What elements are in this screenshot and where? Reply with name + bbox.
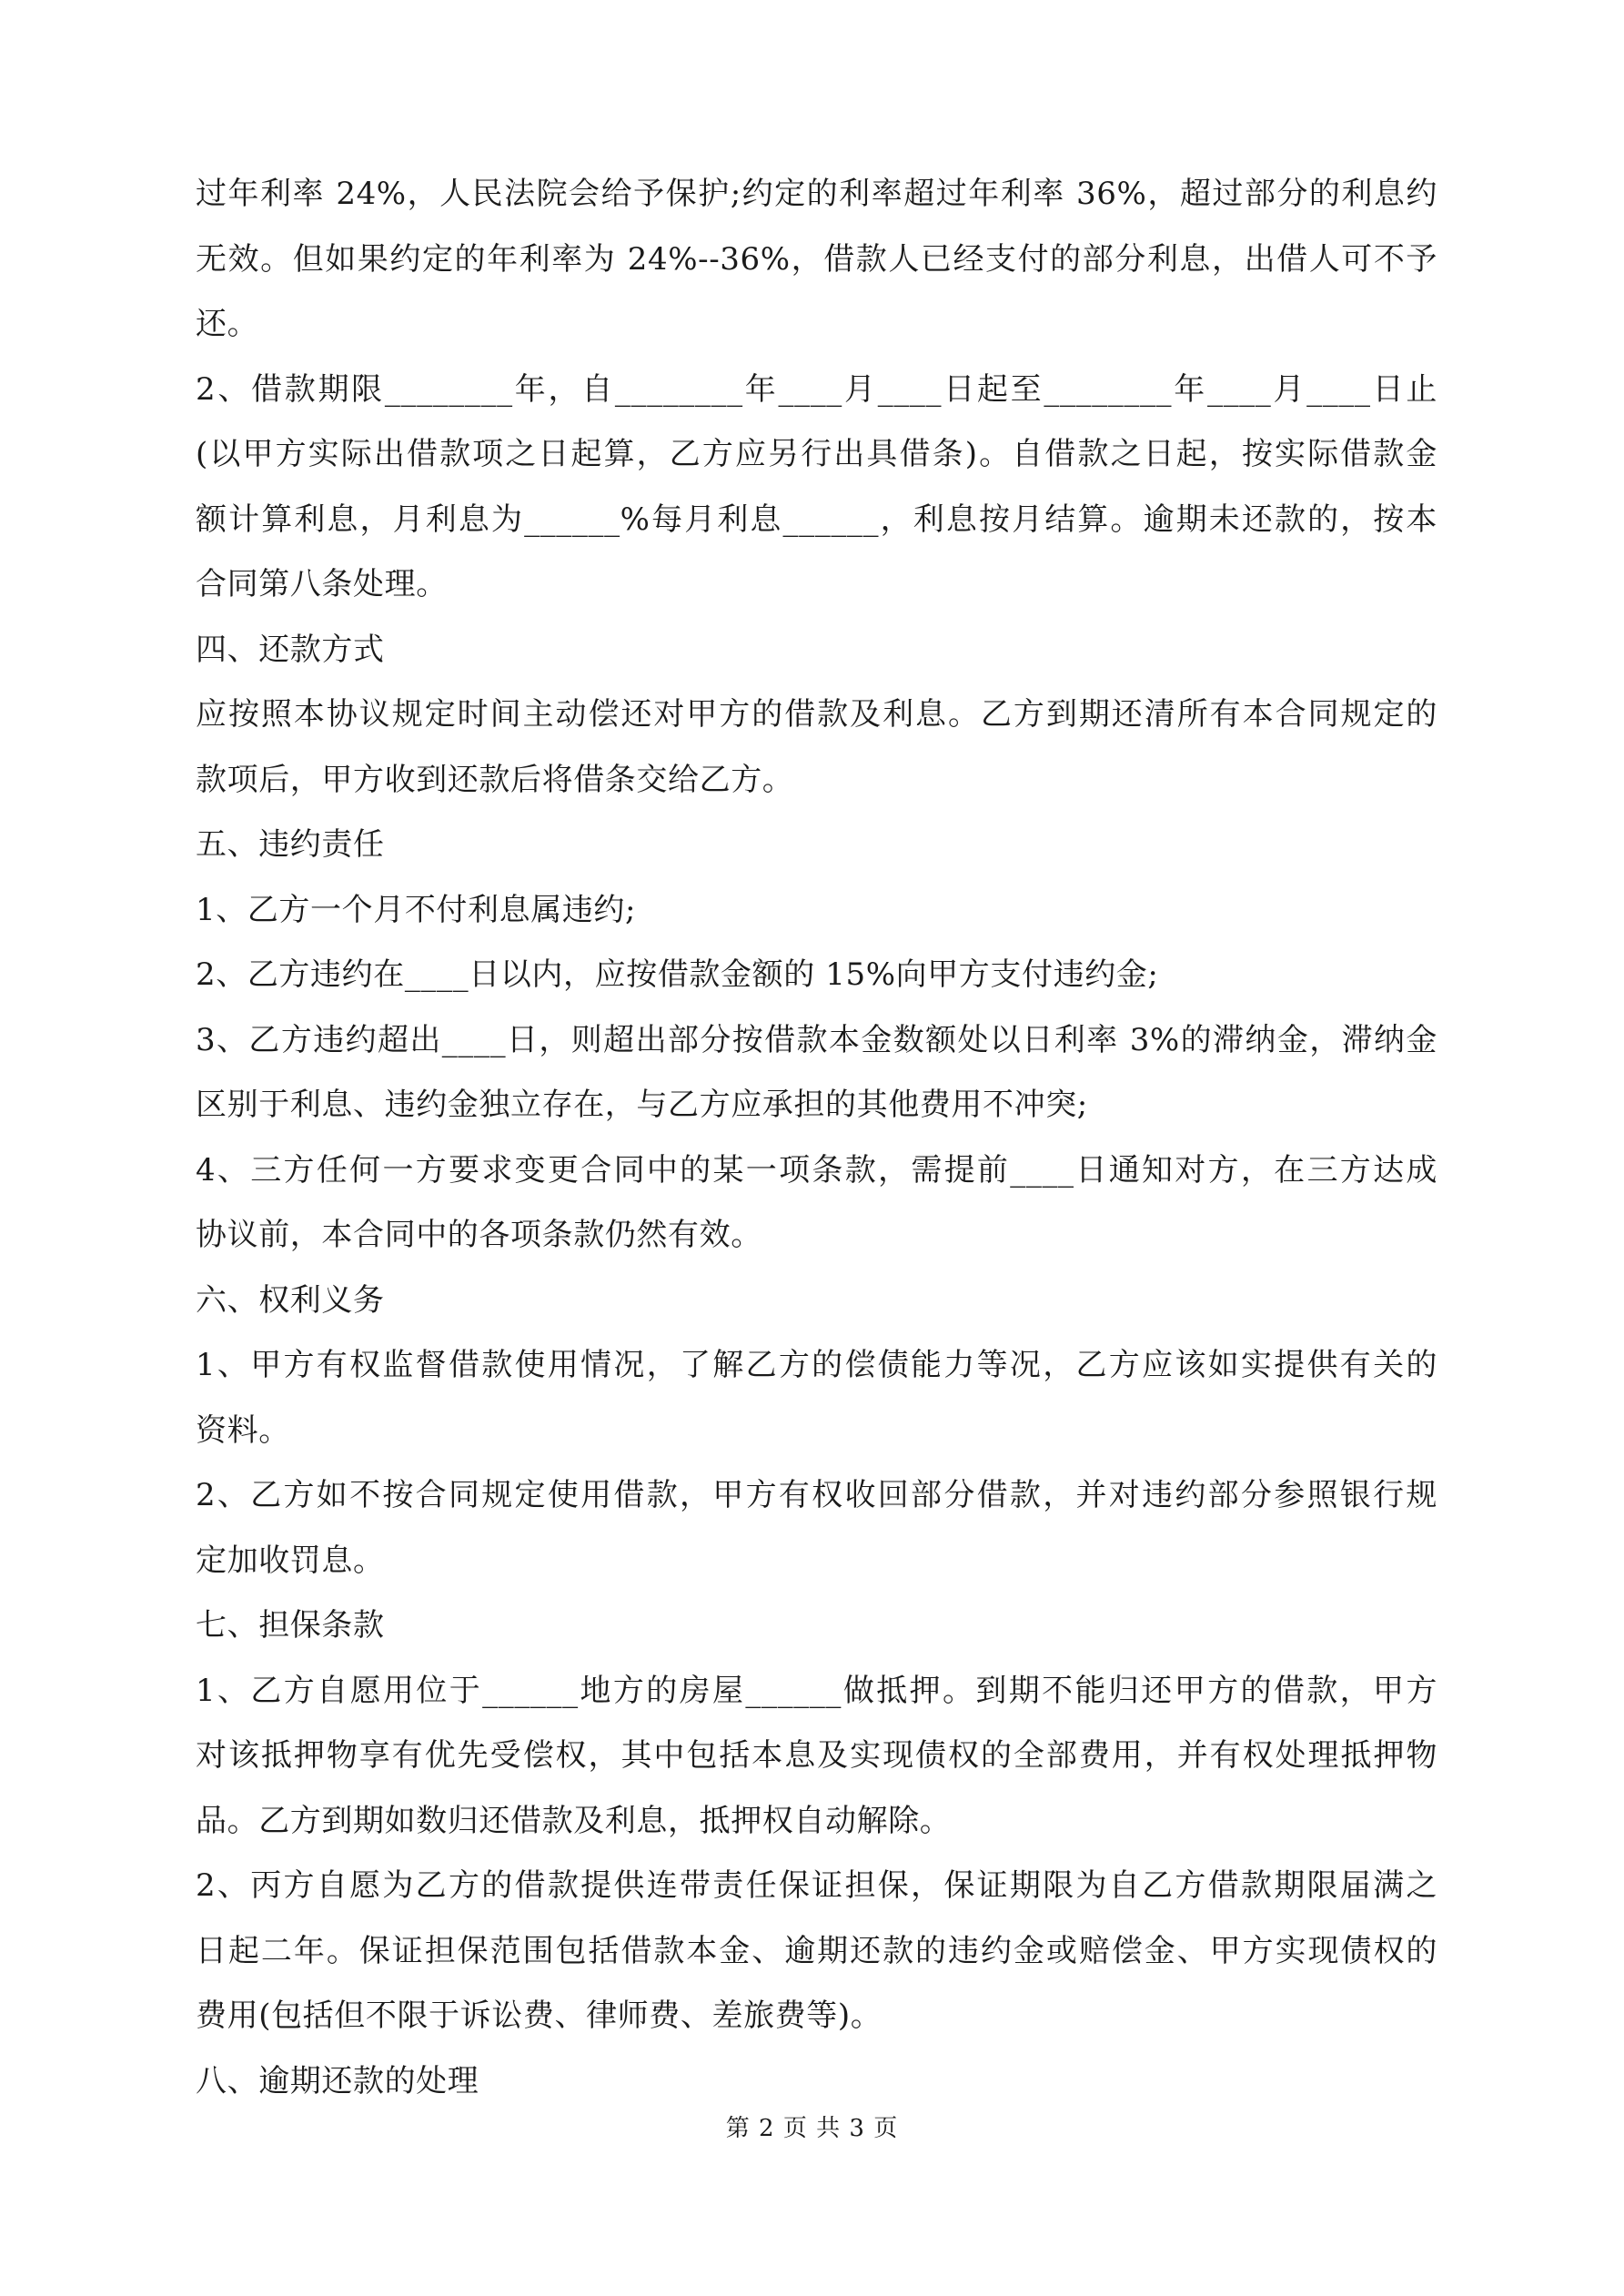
text-line: 款项后，甲方收到还款后将借条交给乙方。 [196,761,794,798]
text-line: 日起二年。保证担保范围包括借款本金、逾期还款的违约金或赔偿金、甲方实现债权的 [196,1932,1437,1969]
text-line: 定加收罚息。 [196,1542,385,1579]
text-line: 2、乙方如不按合同规定使用借款，甲方有权收回部分借款，并对违约部分参照银行规 [196,1477,1437,1513]
section-heading: 七、担保条款 [196,1607,385,1644]
text-line: (以甲方实际出借款项之日起算，乙方应另行出具借条)。自借款之日起，按实际借款金 [196,436,1437,472]
text-line: 资料。 [196,1411,290,1449]
text-line: 2、乙方违约在____日以内，应按借款金额的 15%向甲方支付违约金; [196,956,1159,993]
text-line: 无效。但如果约定的年利率为 24%--36%，借款人已经支付的部分利息，出借人可不予 [196,240,1437,278]
text-line: 2、丙方自愿为乙方的借款提供连带责任保证担保，保证期限为自乙方借款期限届满之 [196,1867,1437,1904]
section-heading: 五、违约责任 [196,826,385,863]
text-line: 区别于利息、违约金独立存在，与乙方应承担的其他费用不冲突; [196,1087,1088,1123]
text-line: 还。 [196,306,259,342]
text-line: 1、乙方自愿用位于______地方的房屋______做抵押。到期不能归还甲方的借款，甲方 [196,1672,1437,1709]
text-line: 4、三方任何一方要求变更合同中的某一项条款，需提前____日通知对方，在三方达成 [196,1151,1437,1188]
text-line: 过年利率 24%，人民法院会给予保护;约定的利率超过年利率 36%，超过部分的利息约 [196,176,1437,212]
text-line: 对该抵押物享有优先受偿权，其中包括本息及实现债权的全部费用，并有权处理抵押物 [196,1737,1437,1774]
text-line: 1、甲方有权监督借款使用情况，了解乙方的偿债能力等况，乙方应该如实提供有关的 [196,1347,1437,1383]
text-line: 额计算利息，月利息为______%每月利息______，利息按月结算。逾期未还款的，按本 [196,501,1437,538]
text-line: 1、乙方一个月不付利息属违约; [196,891,637,928]
text-line: 费用(包括但不限于诉讼费、律师费、差旅费等)。 [196,1998,883,2034]
text-line: 品。乙方到期如数归还借款及利息，抵押权自动解除。 [196,1802,952,1839]
text-line: 3、乙方违约超出____日，则超出部分按借款本金数额处以日利率 3%的滞纳金，滞纳金 [196,1021,1437,1058]
section-heading: 八、逾期还款的处理 [196,2062,479,2099]
page-number: 第 2 页 共 3 页 [725,2115,899,2142]
section-heading: 四、还款方式 [196,631,385,668]
document-body [196,162,1437,2114]
text-line: 协议前，本合同中的各项条款仍然有效。 [196,1217,762,1253]
text-line: 应按照本协议规定时间主动偿还对甲方的借款及利息。乙方到期还清所有本合同规定的 [196,696,1437,733]
text-line: 合同第八条处理。 [196,566,448,602]
text-line: 2、借款期限________年，自________年____月____日起至________年____月____日止 [196,370,1437,408]
section-heading: 六、权利义务 [196,1281,385,1319]
